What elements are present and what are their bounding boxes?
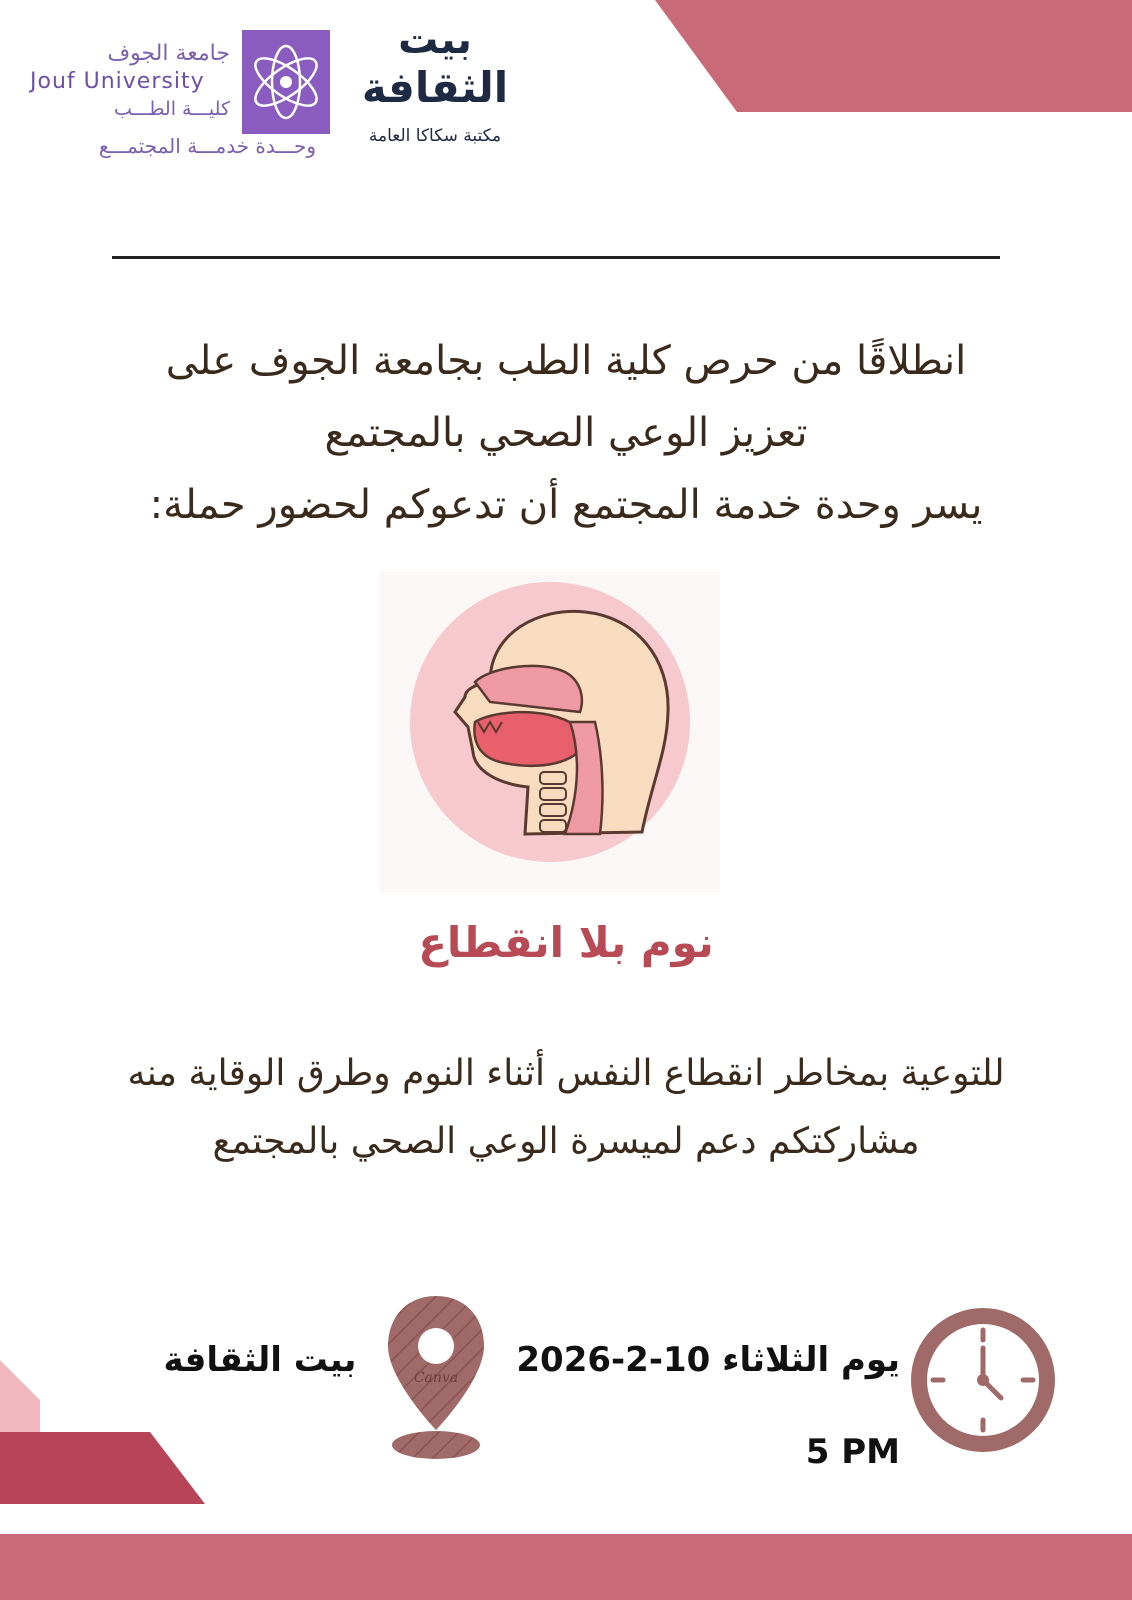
left-accent-band: [0, 1432, 205, 1504]
description-line-2: مشاركتكم دعم لميسرة الوعي الصحي بالمجتمع: [212, 1121, 920, 1162]
campaign-title: نوم بلا انقطاع: [418, 918, 714, 967]
map-pin-icon: [382, 1290, 490, 1465]
event-time: 5 PM: [805, 1432, 900, 1472]
campaign-description: [40, 1040, 1092, 1176]
community-service-unit: وحـــدة خدمـــة المجتمـــع: [98, 134, 316, 158]
intro-line-1: انطلاقًا من حرص كلية الطب بجامعة الجوف على: [165, 338, 967, 384]
intro-paragraph: [50, 325, 1082, 541]
intro-line-2: تعزيز الوعي الصحي بالمجتمع: [324, 410, 808, 456]
top-accent-band: [655, 0, 1132, 112]
event-date: يوم الثلاثاء 10-2-2026: [516, 1340, 900, 1380]
university-name-arabic: جامعة الجوف: [107, 41, 230, 66]
atom-logo-icon: [242, 30, 330, 134]
description-line-1: للتوعية بمخاطر انقطاع النفس أثناء النوم وطرق الوقاية منه: [127, 1053, 1005, 1094]
airway-head-icon: [380, 572, 720, 892]
college-name: كليـــة الطـــب: [113, 98, 230, 120]
clock-icon: [903, 1300, 1063, 1460]
header-divider: [112, 256, 1000, 259]
culture-logo-line2: الثقافة: [361, 63, 509, 112]
jouf-university-logo: [20, 22, 320, 172]
bottom-accent-band: [0, 1534, 1132, 1600]
event-location: بيت الثقافة: [163, 1340, 357, 1380]
intro-line-3: يسر وحدة خدمة المجتمع أن تدعوكم لحضور حملة:: [149, 482, 983, 528]
pin-label: Canva: [413, 1370, 459, 1386]
culture-logo-line1: بيت: [398, 17, 472, 63]
library-name: مكتبة سكاكا العامة: [368, 126, 502, 146]
university-name-english: Jouf University: [30, 69, 205, 94]
culture-house-logo: [340, 18, 530, 168]
